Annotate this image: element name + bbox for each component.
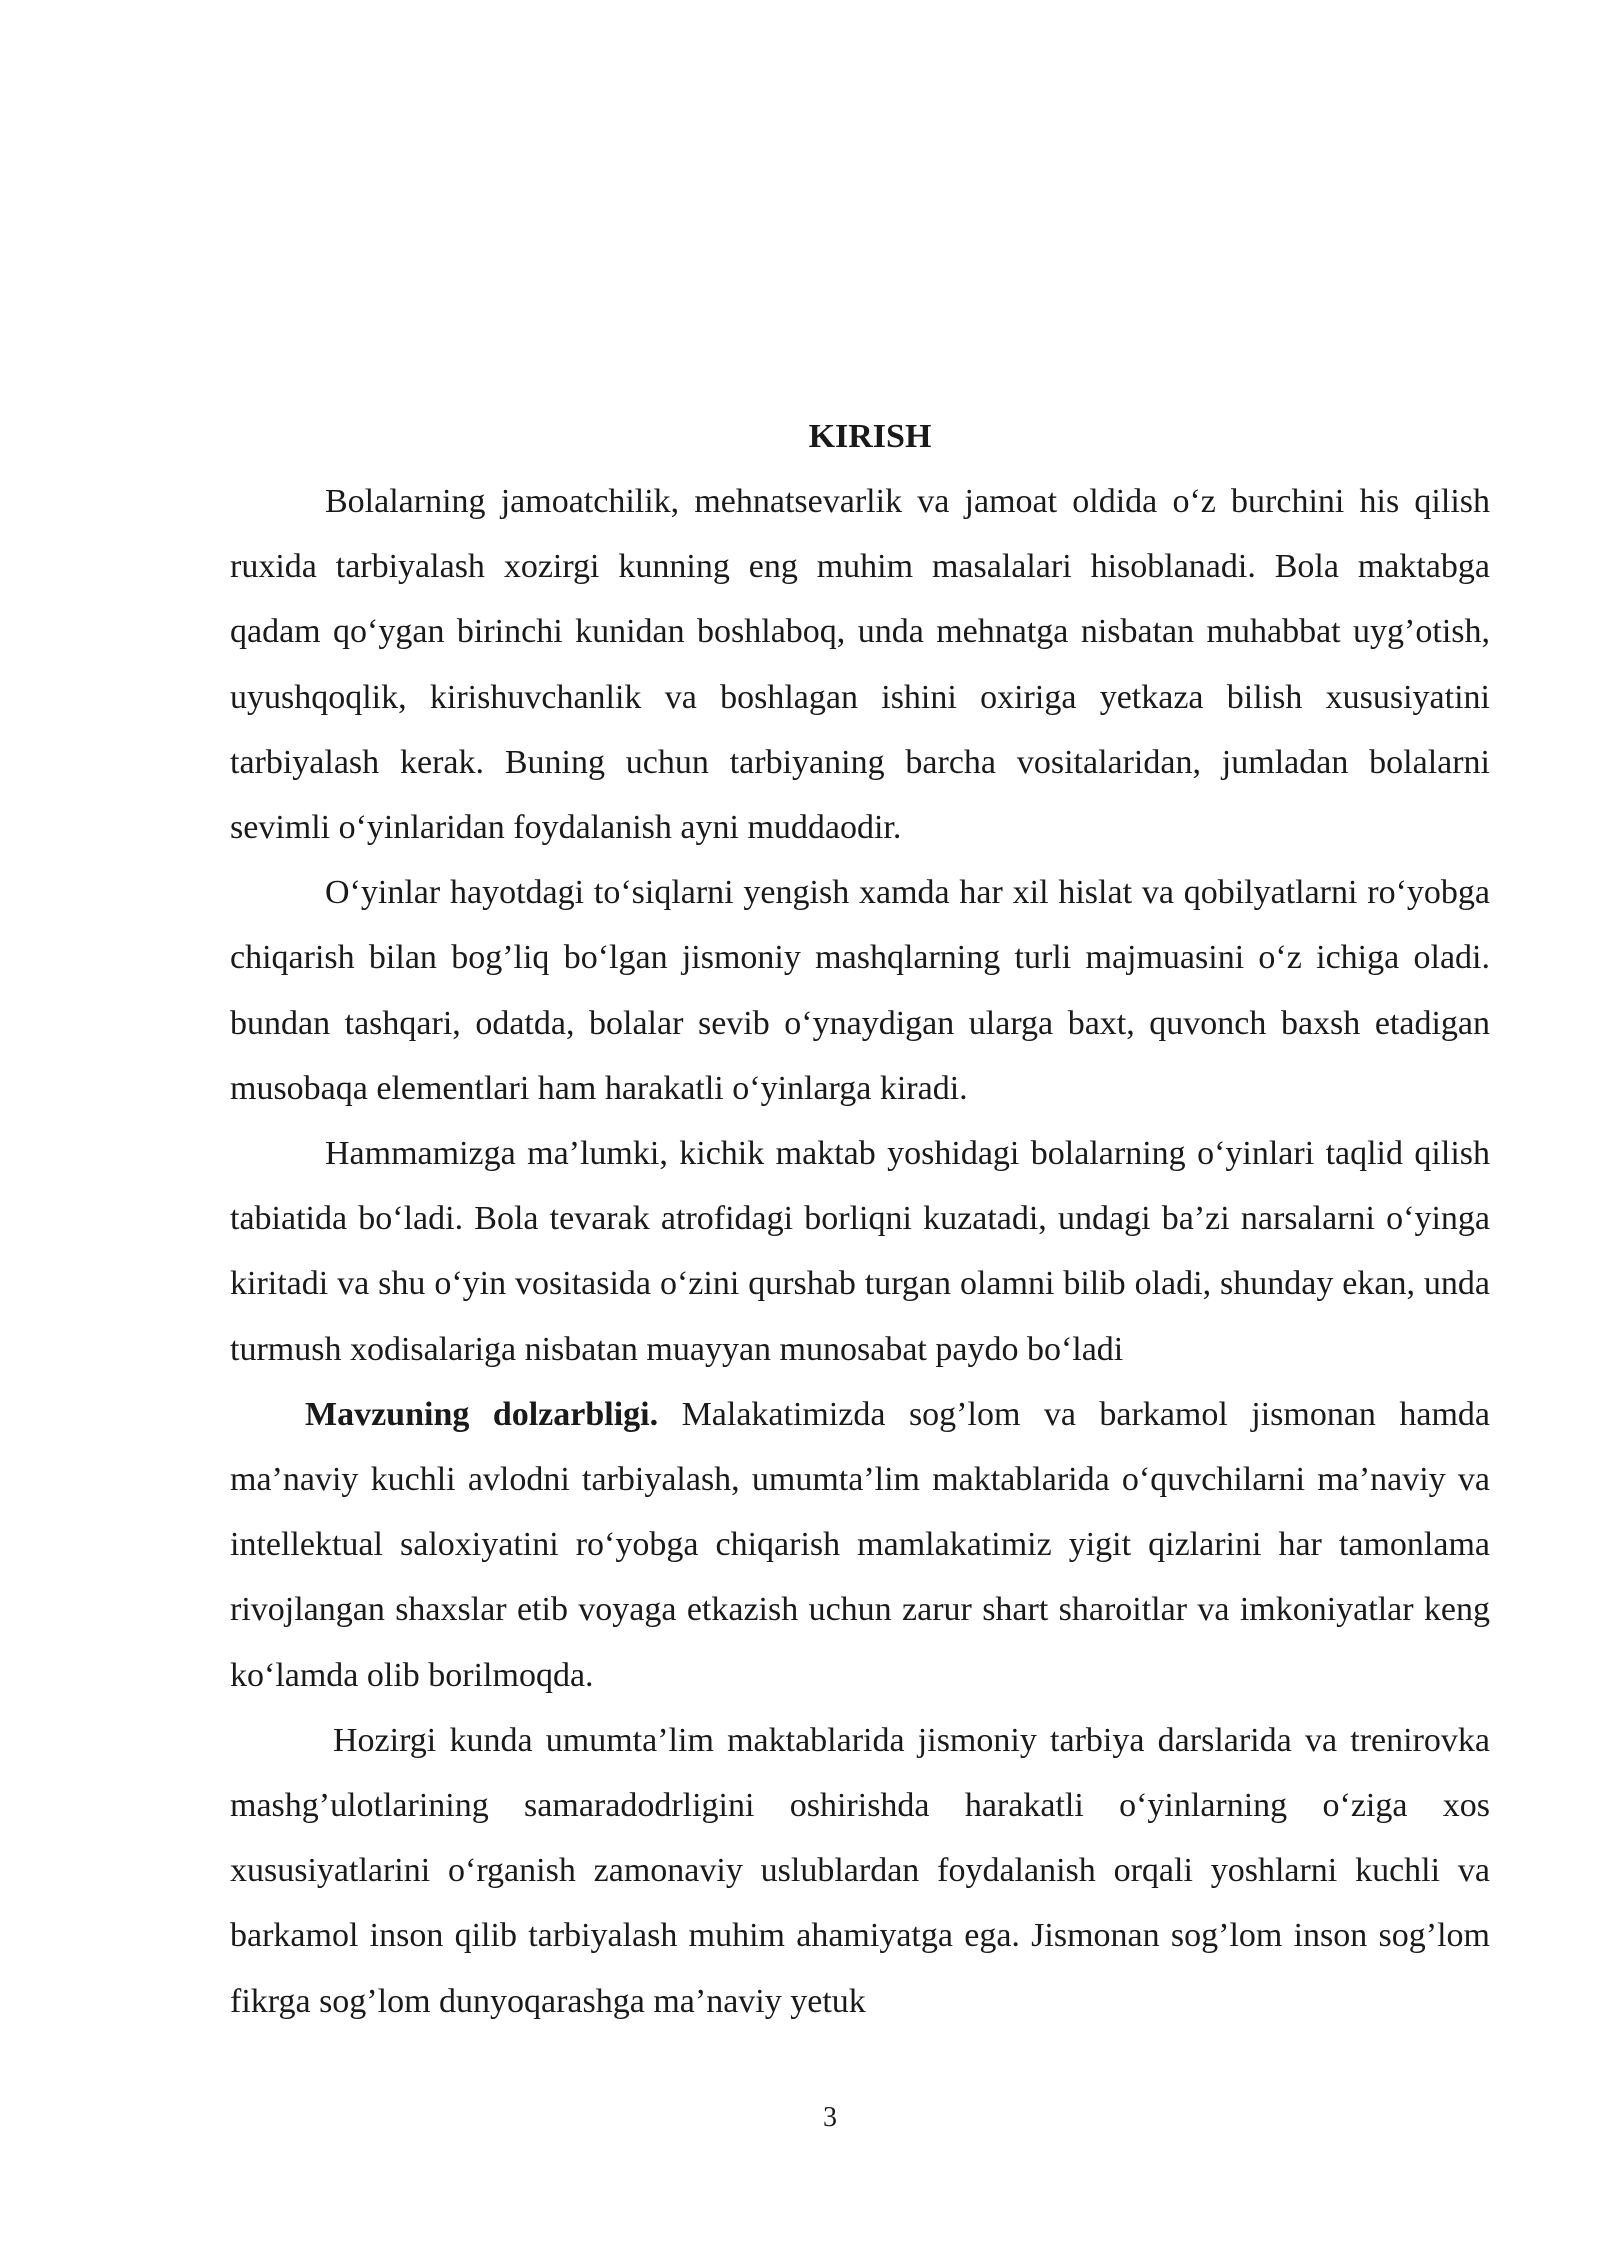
paragraph-text: O‘yinlar hayotdagi to‘siqlarni yengish xamda har xil hislat va qobilyatlarni ro‘yobga chiqarish bilan bog’liq bo‘lgan jismoniy mashqlarning turli majmuasini o‘z ichiga oladi. bundan tashqari, odatda, bolalar sevib o‘ynaydigan ularga baxt, quvonch baxsh etadigan musobaqa elementlari ham harakatli o‘yinlarga kiradi. [230, 874, 1490, 1107]
paragraph-games [230, 860, 1490, 1121]
section-title: KIRISH [808, 418, 932, 455]
page-number: 3 [823, 2102, 837, 2133]
paragraph-text: Hammamizga ma’lumki, kichik maktab yoshidagi bolalarning o‘yinlari taqlid qilish tabiatida bo‘ladi. Bola tevarak atrofidagi borliqni kuzatadi, undagi ba’zi narsalarni o‘yinga kiritadi va shu o‘yin vositasida o‘zini qurshab turgan olamni bilib oladi, shunday ekan, unda turmush xodisalariga nisbatan muayyan munosabat paydo bo‘ladi [230, 1135, 1490, 1368]
paragraph-text: Bolalarning jamoatchilik, mehnatsevarlik va jamoat oldida o‘z burchini his qilish ruxida tarbiyalash xozirgi kunning eng muhim masalalari hisoblanadi. Bola maktabga qadam qo‘ygan birinchi kunidan boshlaboq, unda mehnatga nisbatan muhabbat uyg’otish, uyushqoqlik, kirishuvchanlik va boshlagan ishini oxiriga yetkaza bilish xususiyatini tarbiyalash kerak. Buning uchun tarbiyaning barcha vositalaridan, jumladan bolalarni sevimli o‘yinlaridan foydalanish ayni muddaodir. [230, 483, 1490, 847]
paragraph-intro [230, 469, 1490, 860]
document-body [230, 405, 1490, 2034]
paragraph-text: Hozirgi kunda umumta’lim maktablarida jismoniy tarbiya darslarida va trenirovka mashg’ulotlarining samaradodrligini oshirishda harakatli o‘yinlarning o‘ziga xos xususiyatlarini o‘rganish zamonaviy uslublardan foydalanish orqali yoshlarni kuchli va barkamol inson qilib tarbiyalash muhim ahamiyatga ega. Jismonan sog’lom inson sog’lom fikrga sog’lom dunyoqarashga ma’naviy yetuk [230, 1721, 1490, 2020]
paragraph-imitation [230, 1121, 1490, 1382]
paragraph-relevance [230, 1382, 1490, 1708]
paragraph-current [230, 1708, 1490, 2034]
paragraph-lead-heading: Mavzuning dolzarbligi. [305, 1395, 659, 1433]
paragraph-text: Malakatimizda sog’lom va barkamol jismonan hamda ma’naviy kuchli avlodni tarbiyalash, umumta’lim maktablarida o‘quvchilarni ma’naviy va intellektual saloxiyatini ro‘yobga chiqarish mamlakatimiz yigit qizlarini har tamonlama rivojlangan shaxslar etib voyaga etkazish uchun zarur shart sharoitlar va imkoniyatlar keng ko‘lamda olib borilmoqda. [230, 1395, 1491, 1694]
